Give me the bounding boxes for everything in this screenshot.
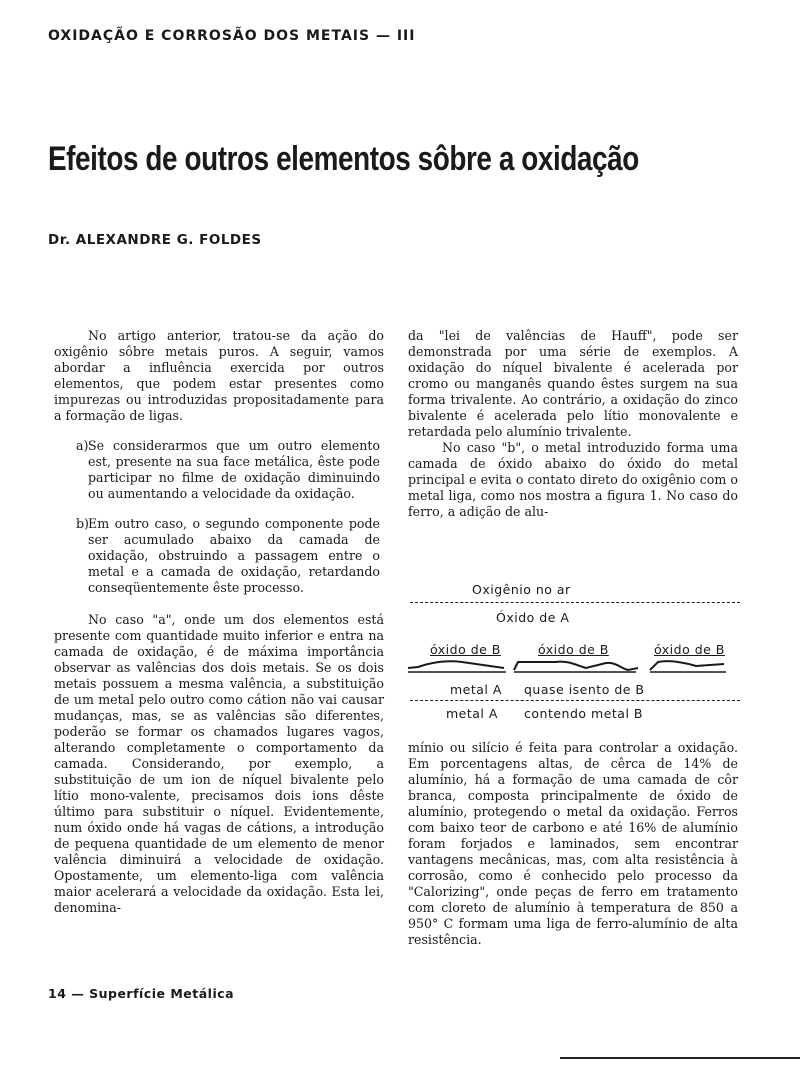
label-oxide-b: óxido de B (430, 642, 501, 657)
label-free-of-b: quase isento de B (524, 682, 645, 697)
dashed-line-air (410, 602, 740, 603)
figure-1-diagram (406, 578, 744, 724)
case-a-paragraph: No caso "a", onde um dos elementos está presente com quantidade muito inferior e entra na camada de oxidação, é de máxima importância observar as valências dos dois metais. Se os dois metais possuem a mesma valência, a substituição de um metal pelo outro como cátion não vai causar mudanças, mas, se as valências são diferentes, poderão se formar os chamados lugares vagos, alterando completamente o comportamento da camada. Considerando, por exemplo, a substituição de um ion de níquel bivalente pelo lítio mono-valente, precisamos dois ions dêste último para substituir o níquel. Evidentemente, num óxido onde há vagas de cátions, a introdução de pequena quantidade de um elemento de menor valência diminuirá a velocidade de oxidação. Opostamente, um elemento-liga com valência maior acelerará a velocidade da oxidação. Esta lei, denomina- (54, 612, 384, 915)
bottom-rule (560, 1057, 800, 1059)
list-item-text: Se considerarmos que um outro elemento est, presente na sua face metálica, êste pode participar no filme de oxidação diminuindo ou aumentando a velocidade da oxidação. (88, 438, 380, 501)
article-author: Dr. ALEXANDRE G. FOLDES (48, 232, 262, 248)
label-containing-b: contendo metal B (524, 706, 643, 721)
label-metal-a: metal A (446, 706, 498, 721)
right-column-top (408, 328, 738, 520)
label-oxide-a: Óxido de A (496, 610, 570, 625)
list-item (54, 438, 384, 502)
label-oxide-b: óxido de B (654, 642, 725, 657)
list-marker: a) (76, 438, 89, 453)
page-footer: 14 — Superfície Metálica (48, 986, 235, 1001)
list-item-text: Em outro caso, o segundo componente pode ser acumulado abaixo da camada de oxidação, obstruindo a passagem entre o metal e a camada de oxidação, retardando conseqüentemente êste processo. (88, 516, 380, 595)
oxide-b-interface-wave (406, 656, 744, 678)
left-column (54, 328, 384, 916)
label-metal-a: metal A (450, 682, 502, 697)
list-marker: b) (76, 516, 89, 531)
continuation-paragraph: mínio ou silício é feita para controlar a oxidação. Em porcentagens altas, de cêrca de 14% de alumínio, há a formação de uma camada de côr branca, composta principalmente de óxido de alumínio, protegendo o metal da oxidação. Ferros com baixo teor de carbono e até 16% de alumínio foram forjados e laminados, sem encontrar vantagens mecânicas, mas, com alta resistência à corrosão, como é conhecido pelo processo da "Calorizing", onde peças de ferro em tratamento com cloreto de alumínio à temperatura de 850 a 950° C formam uma liga de ferro-alumínio de alta resistência. (408, 740, 738, 947)
case-b-paragraph: No caso "b", o metal introduzido forma uma camada de óxido abaixo do óxido do metal principal e evita o contato direto do oxigênio com o metal liga, como nos mostra a figura 1. No caso do ferro, a adição de alu- (408, 440, 738, 519)
article-title: Efeitos de outros elementos sôbre a oxidação (48, 140, 639, 178)
list-item (54, 516, 384, 596)
hauff-paragraph: da "lei de valências de Hauff", pode ser demonstrada por uma série de exemplos. A oxidação do níquel bivalente é acelerada por cromo ou manganês quando êstes surgem na sua forma trivalente. Ao contrário, a oxidação do zinco bivalente é acelerada pelo lítio monovalente e retardada pelo alumínio trivalente. (408, 328, 738, 439)
label-oxide-b: óxido de B (538, 642, 609, 657)
right-column-bottom (408, 740, 738, 948)
intro-paragraph: No artigo anterior, tratou-se da ação do oxigênio sôbre metais puros. A seguir, vamos abordar a influência exercida por outros elementos, que podem estar presentes como impurezas ou introduzidas propositadamente para a formação de ligas. (54, 328, 384, 423)
dashed-line-alloy-boundary (410, 700, 740, 701)
label-oxygen: Oxigênio no ar (472, 582, 571, 597)
running-head: OXIDAÇÃO E CORROSÃO DOS METAIS — III (48, 28, 416, 44)
